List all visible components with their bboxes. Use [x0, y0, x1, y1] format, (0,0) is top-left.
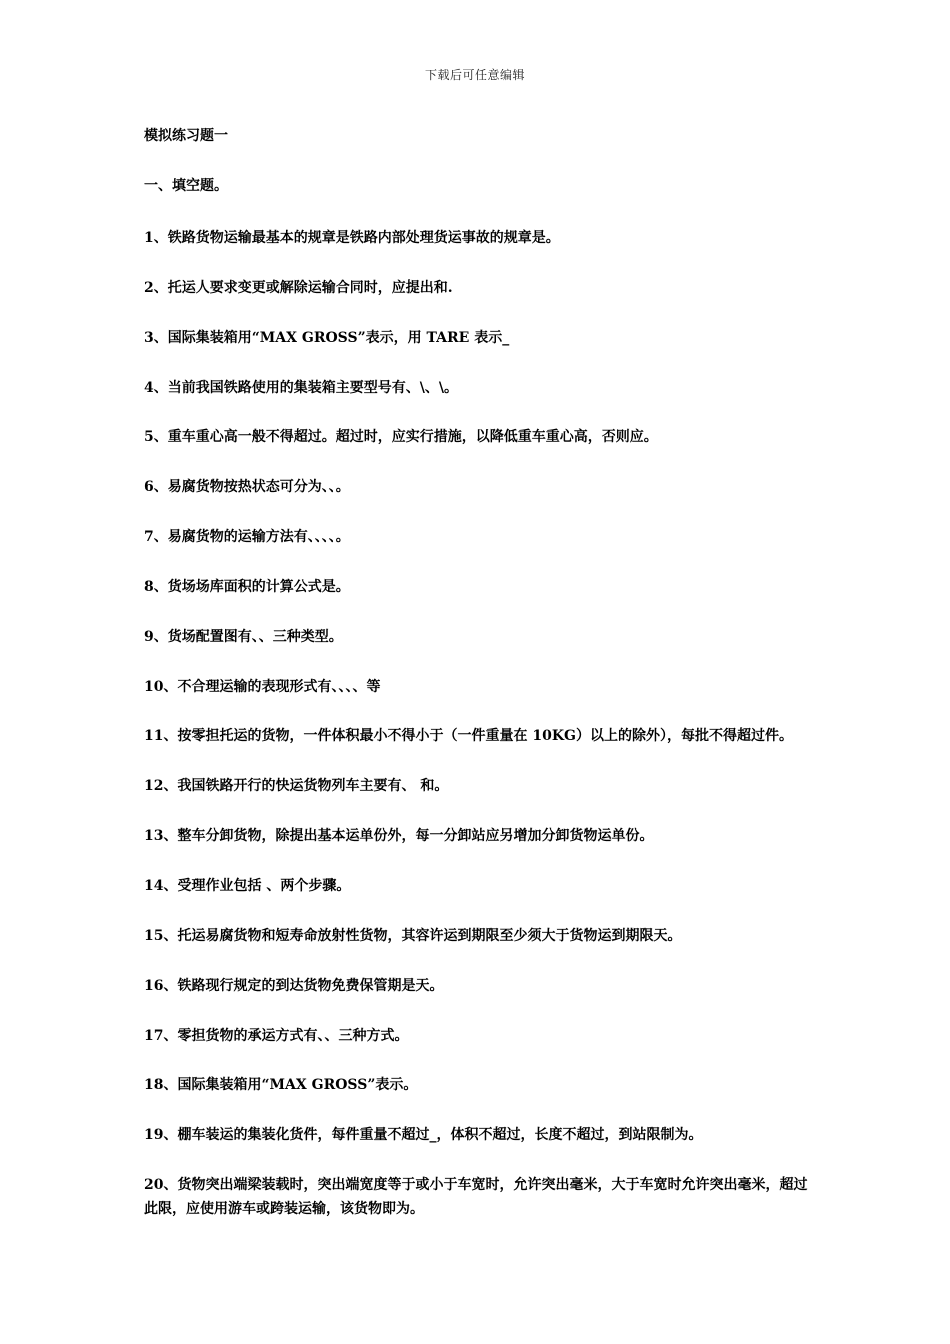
question-item: 14、受理作业包括 、两个步骤。 [144, 877, 351, 894]
question-item: 10、不合理运输的表现形式有、、、、等 [144, 678, 381, 695]
question-item: 7、易腐货物的运输方法有、、、、。 [144, 529, 350, 546]
document-title: 模拟练习题一 [144, 128, 228, 144]
question-item: 6、易腐货物按热状态可分为、、。 [144, 479, 350, 496]
question-item: 16、铁路现行规定的到达货物免费保管期是天。 [144, 977, 444, 994]
question-item: 12、我国铁路开行的快运货物列车主要有、 和。 [144, 778, 449, 795]
section-heading: 一、填空题。 [144, 178, 228, 194]
question-list [144, 226, 809, 1221]
question-item: 11、按零担托运的货物，一件体积最小不得小于（一件重量在 10KG）以上的除外），每批不得超过件。 [144, 728, 793, 745]
question-item: 4、当前我国铁路使用的集装箱主要型号有、\、\。 [144, 379, 458, 396]
page-header-note: 下载后可任意编辑 [424, 68, 525, 82]
question-item: 2、托运人要求变更或解除运输合同时，应提出和. [144, 279, 453, 296]
question-item: 8、货场场库面积的计算公式是。 [144, 578, 350, 595]
question-item: 20、货物突出端梁装载时，突出端宽度等于或小于车宽时，允许突出毫米，大于车宽时允许突出毫米，超过此限，应使用游车或跨装运输，该货物即为。 [144, 1177, 808, 1218]
question-item: 17、零担货物的承运方式有、、三种方式。 [144, 1027, 409, 1044]
question-item: 15、托运易腐货物和短寿命放射性货物，其容许运到期限至少须大于货物运到期限天。 [144, 927, 682, 944]
question-item: 18、国际集装箱用“MAX GROSS”表示。 [144, 1077, 418, 1094]
question-item: 3、国际集装箱用“MAX GROSS”表示，用 TARE 表示_ [144, 329, 510, 346]
question-item: 19、棚车装运的集装化货件，每件重量不超过_，体积不超过，长度不超过，到站限制为。 [144, 1127, 703, 1144]
question-item: 1、铁路货物运输最基本的规章是铁路内部处理货运事故的规章是。 [144, 230, 560, 246]
question-item: 9、货场配置图有、、三种类型。 [144, 628, 343, 645]
document-body [144, 126, 809, 1221]
question-item: 5、重车重心高一般不得超过。超过时，应实行措施，以降低重车重心高，否则应。 [144, 429, 658, 446]
question-item: 13、整车分卸货物，除提出基本运单份外，每一分卸站应另增加分卸货物运单份。 [144, 828, 654, 845]
